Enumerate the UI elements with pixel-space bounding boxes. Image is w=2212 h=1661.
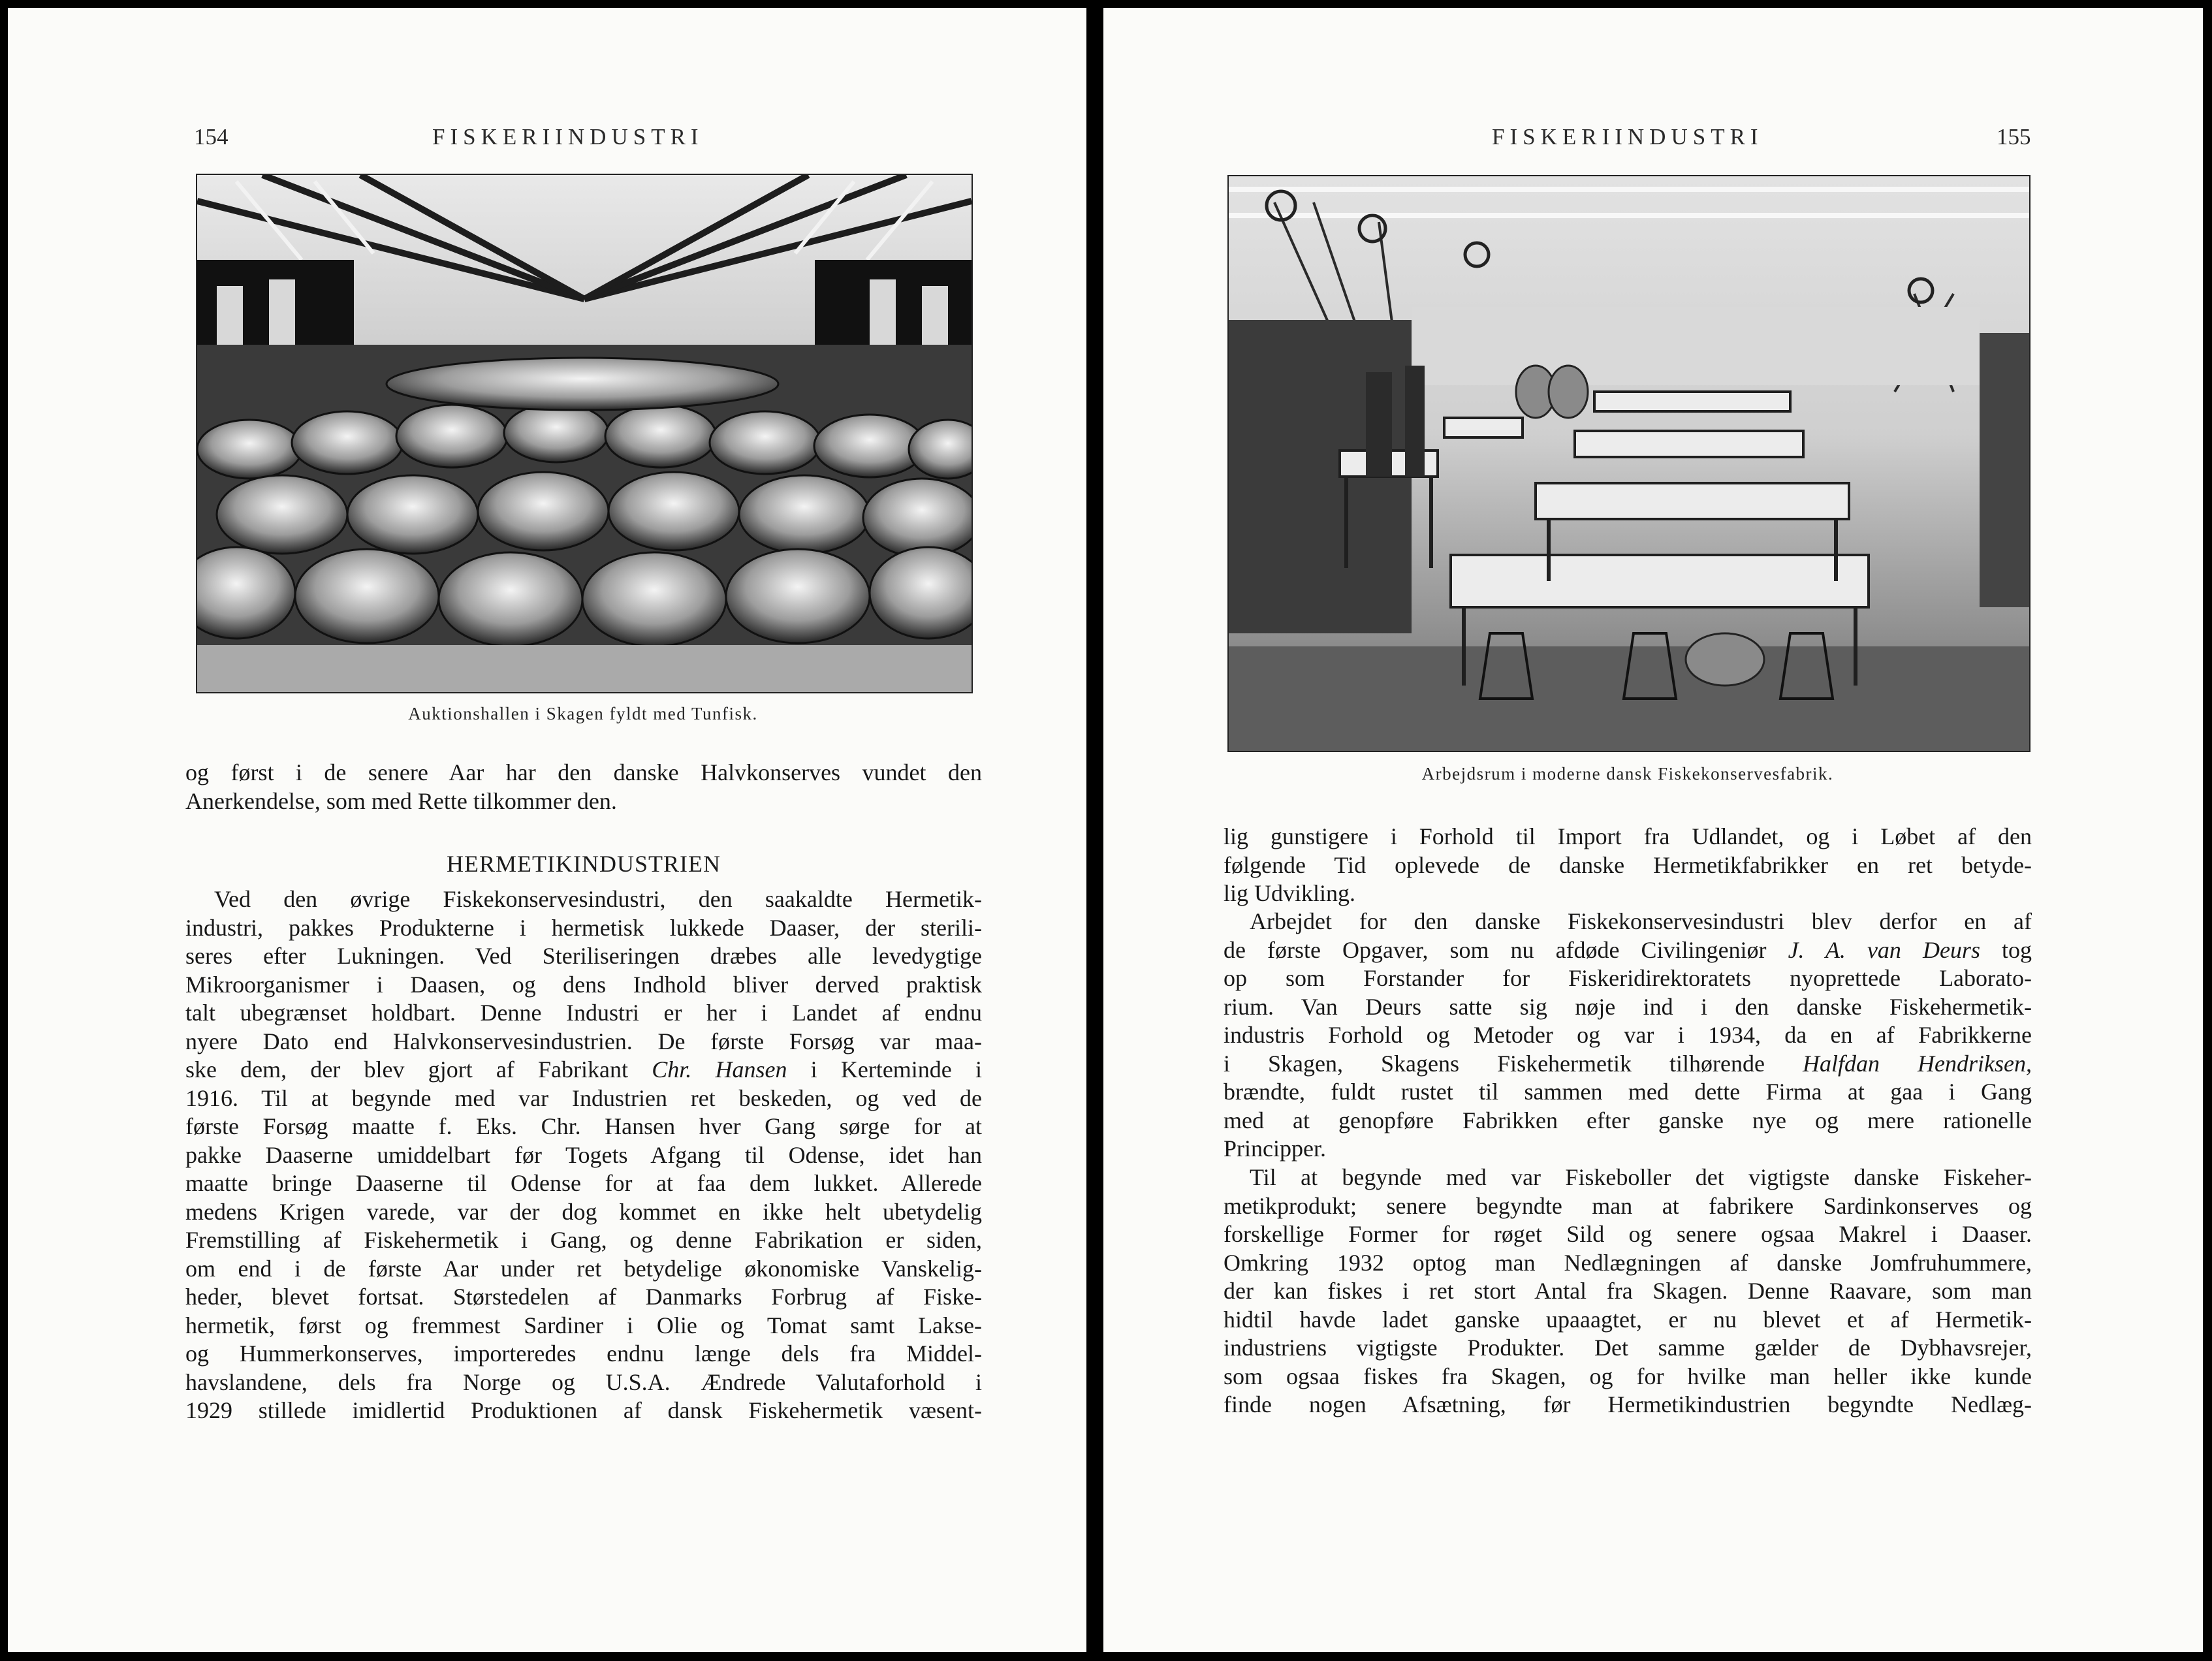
text-line: Ved den øvrige Fiskekonservesindustri, den saakaldte Hermetik- [214,886,982,912]
right-page [1103,8,2203,1652]
text-line [1224,936,2032,965]
text-line: brændte, fuldt rustet til sammen med dette Firma at gaa i Gang [1224,1079,2032,1105]
paragraph-3 [1224,1163,2032,1419]
text-line: havslandene, dels fra Norge og U.S.A. Ændrede Valutaforhold i [185,1368,982,1395]
left-page [8,8,1086,1652]
section-heading: HERMETIKINDUSTRIEN [447,851,721,877]
text-line: Mikroorganismer i Daasen, og dens Indhold bliver derved praktisk [185,971,982,998]
text-line: industri, pakkes Produkterne i hermetisk lukkede Daaser, der sterili- [185,914,982,941]
text-line: Omkring 1932 optog man Nedlægningen af danske Jomfruhummere, [1224,1249,2032,1276]
text-line: Til at begynde med var Fiskeboller det vigtigste danske Fiskeher- [1250,1164,2032,1190]
text-line: lig Udvikling. [1224,880,1356,906]
text-line: som ogsaa fiskes fra Skagen, og for hvilke man heller ikke kunde [1224,1363,2032,1389]
text-segment: de første Opgaver, som nu afdøde Civilingeniør [1224,936,1767,963]
text-line: Fremstilling af Fiskehermetik i Gang, og denne Fabrikation er siden, [185,1227,982,1253]
text-line: pakke Daaserne umiddelbart før Togets Afgang til Odense, idet han [185,1141,982,1168]
text-line [1224,1050,2032,1079]
text-segment: tog [2001,936,2032,963]
text-line: seres efter Lukningen. Ved Steriliseringen dræbes alle levedygtige [185,943,982,969]
running-head: FISKERIINDUSTRI [1492,124,1763,150]
paragraph-1 [1224,823,2032,908]
text-line: om end i de første Aar under ret betydelige økonomiske Vanskelig- [185,1255,982,1282]
text-line: 1916. Til at begynde med var Industrien ret beskeden, og ved de [185,1084,982,1111]
text-line: metikprodukt; senere begyndte man at fabrikere Sardinkonserves og [1224,1192,2032,1219]
text-line: maatte bringe Daaserne til Odense for at faa dem lukket. Allerede [185,1170,982,1196]
text-line: og Hummerkonserves, importeredes endnu længe dels fra Middel- [185,1340,982,1367]
page-number: 155 [1997,124,2031,150]
text-line: der kan fiskes i ret stort Antal fra Skagen. Denne Raavare, som man [1224,1278,2032,1304]
paragraph-2 [1224,908,2032,1163]
text-line: følgende Tid oplevede de danske Hermetikfabrikker en ret betyde- [1224,851,2032,878]
text-line: og først i de senere Aar har den danske Halvkonserves vundet den [185,759,982,785]
person-name-italic: Chr. Hansen [652,1056,787,1083]
photo-caption: Arbejdsrum i moderne dansk Fiskekonservesfabrik. [1421,764,1834,783]
page-number: 154 [194,124,229,150]
paragraph-1 [185,759,982,815]
text-line: industriens vigtigste Produkter. Det samme gælder de Dybhavsrejer, [1224,1335,2032,1361]
text-line: Anerkendelse, som med Rette tilkommer den. [185,787,617,814]
text-line: hidtil havde ladet ganske upaaagtet, er nu blevet et af Hermetik- [1224,1306,2032,1333]
text-line: industris Forhold og Metoder og var i 1934, da en af Fabrikkerne [1224,1022,2032,1048]
text-line: lig gunstigere i Forhold til Import fra Udlandet, og i Løbet af den [1224,823,2032,849]
photo-caption: Auktionshallen i Skagen fyldt med Tunfisk. [408,704,758,723]
text-line: med at genopføre Fabrikken efter ganske nye og mere rationelle [1224,1107,2032,1133]
cannery-workroom-photo [1227,175,2030,752]
person-name-italic: Halfdan Hendriksen, [1803,1050,2032,1077]
running-head: FISKERIINDUSTRI [432,124,704,150]
text-line: Principper. [1224,1135,1326,1162]
text-line: heder, blevet fortsat. Størstedelen af Danmarks Forbrug af Fiske- [185,1284,982,1310]
text-segment: i Kerteminde i [810,1056,982,1083]
text-line: medens Krigen varede, var der dog kommet en ikke helt ubetydelig [185,1198,982,1225]
text-line: finde nogen Afsætning, før Hermetikindustrien begyndte Nedlæg- [1224,1391,2032,1417]
text-line: nyere Dato end Halvkonservesindustrien. De første Forsøg var maa- [185,1028,982,1054]
text-line: Arbejdet for den danske Fiskekonservesindustri blev derfor en af [1250,908,2032,934]
person-name-italic: J. A. van Deurs [1788,936,1980,963]
text-line: op som Forstander for Fiskeridirektoratets nyoprettede Laborato- [1224,965,2032,991]
tuna-auction-hall-photo [196,174,973,693]
text-segment: i Skagen, Skagens Fiskehermetik tilhørende [1224,1050,1765,1077]
text-line: forskellige Former for røget Sild og senere ogsaa Makrel i Daaser. [1224,1221,2032,1247]
text-line: talt ubegrænset holdbart. Denne Industri er her i Landet af endnu [185,1000,982,1026]
text-line: første Forsøg maatte f. Eks. Chr. Hansen hver Gang sørge for at [185,1113,982,1139]
text-line: rium. Van Deurs satte sig nøje ind i den danske Fiskehermetik- [1224,993,2032,1020]
text-line: hermetik, først og fremmest Sardiner i Olie og Tomat samt Lakse- [185,1312,982,1338]
text-line: 1929 stillede imidlertid Produktionen af dansk Fiskehermetik væsent- [185,1397,982,1423]
text-segment: ske dem, der blev gjort af Fabrikant [185,1056,629,1083]
text-line [185,1056,982,1084]
paragraph-2 [185,885,982,1425]
